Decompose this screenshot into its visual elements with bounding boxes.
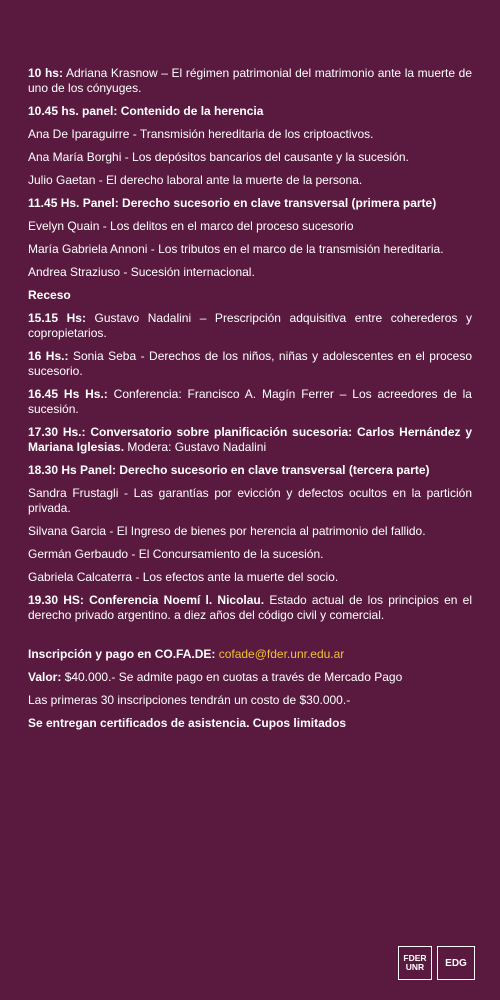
program-item: 11.45 Hs. Panel: Derecho sucesorio en clave transversal (primera parte) <box>28 196 437 210</box>
program-item: María Gabriela Annoni - Los tributos en el marco de la transmisión hereditaria. <box>28 242 444 256</box>
program-item: Gabriela Calcaterra - Los efectos ante la muerte del socio. <box>28 570 339 584</box>
program-item: Ana María Borghi - Los depósitos bancarios del causante y la sucesión. <box>28 150 409 164</box>
program-item: 10 hs: Adriana Krasnow – El régimen patrimonial del matrimonio ante la muerte de uno de los cónyuges. <box>28 66 472 95</box>
price-text: $40.000.- Se admite pago en cuotas a través de Mercado Pago <box>61 670 403 684</box>
logos <box>398 946 475 980</box>
program-item: Sandra Frustagli - Las garantías por evicción y defectos ocultos en la partición privada. <box>28 486 472 515</box>
program-item: 16 Hs.: Sonia Seba - Derechos de los niños, niñas y adolescentes en el proceso sucesorio. <box>28 349 472 378</box>
program-item: 19.30 HS: Conferencia Noemí l. Nicolau. Estado actual de los principios en el derecho privado argentino. a diez años del código civil y comercial. <box>28 593 472 622</box>
program-item: 18.30 Hs Panel: Derecho sucesorio en clave transversal (tercera parte) <box>28 463 430 477</box>
program-item: Julio Gaetan - El derecho laboral ante la muerte de la persona. <box>28 173 363 187</box>
program-item: 15.15 Hs: Gustavo Nadalini – Prescripción adquisitiva entre coherederos y copropietarios. <box>28 311 472 340</box>
program-item: Germán Gerbaudo - El Concursamiento de la sucesión. <box>28 547 324 561</box>
price-line <box>28 670 472 685</box>
discount-line: Las primeras 30 inscripciones tendrán un costo de $30.000.- <box>28 693 351 707</box>
program-item: 17.30 Hs.: Conversatorio sobre planificación sucesoria: Carlos Hernández y Mariana Iglesias. Modera: Gustavo Nadalini <box>28 425 472 454</box>
program-item: Silvana Garcia - El Ingreso de bienes por herencia al patrimonio del fallido. <box>28 524 426 538</box>
inscription-line <box>28 647 472 662</box>
program-item: Andrea Straziuso - Sucesión internacional. <box>28 265 255 279</box>
program-item: Receso <box>28 288 71 302</box>
program-item: Evelyn Quain - Los delitos en el marco del proceso sucesorio <box>28 219 354 233</box>
program-item: 16.45 Hs Hs.: Conferencia: Francisco A. Magín Ferrer – Los acreedores de la sucesión. <box>28 387 472 416</box>
fder-unr-logo: FDER UNR <box>398 946 432 980</box>
program-item: 10.45 hs. panel: Contenido de la herencia <box>28 104 264 118</box>
program-content <box>28 66 472 739</box>
inscription-label: Inscripción y pago en CO.FA.DE: <box>28 647 216 661</box>
price-label: Valor: <box>28 670 62 684</box>
program-item: Ana De Iparaguirre - Transmisión hereditaria de los criptoactivos. <box>28 127 374 141</box>
edg-logo: EDG <box>437 946 475 980</box>
email-link[interactable]: cofade@fder.unr.edu.ar <box>218 647 345 661</box>
certificates-line: Se entregan certificados de asistencia. Cupos limitados <box>28 716 347 730</box>
